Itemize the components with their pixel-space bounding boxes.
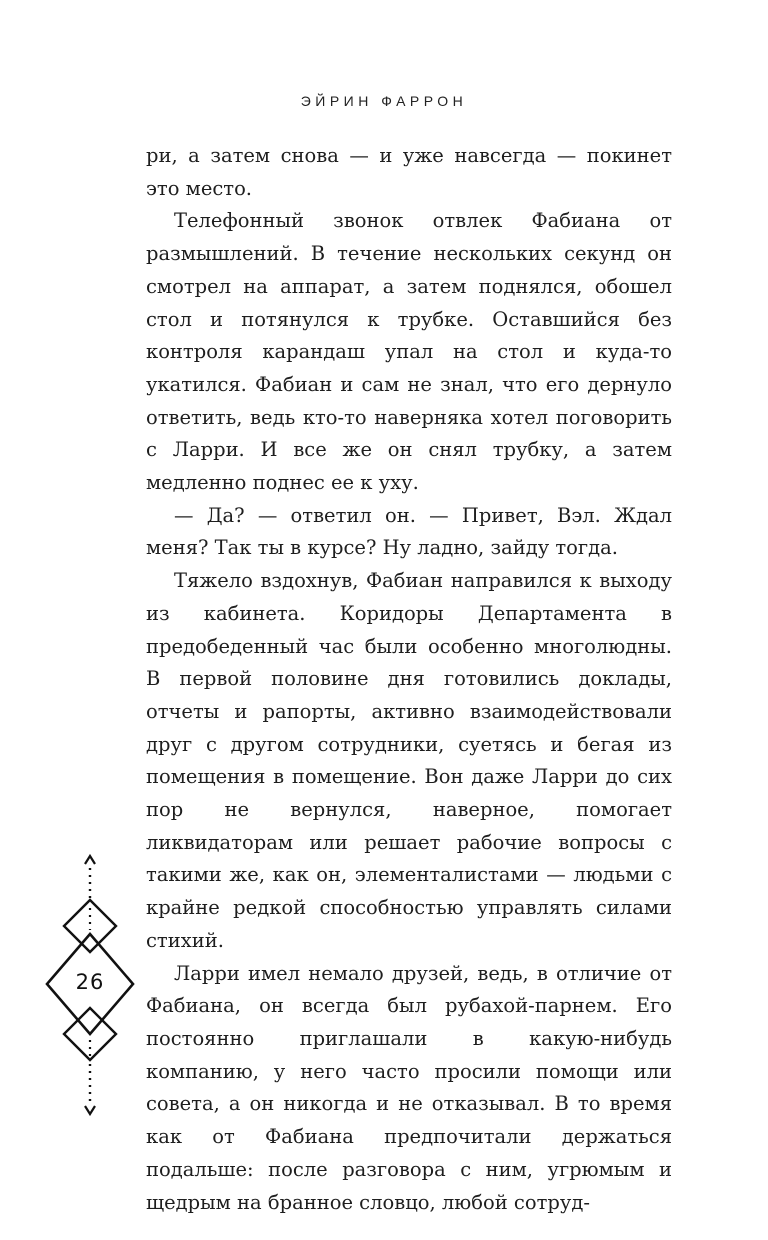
paragraph: Тяжело вздохнув, Фабиан направился к выходу из кабинета. Коридоры Департамента в предобеденный час были особенно многолюдны. В первой половине дня готовились доклады, отчеты и рапорты, активно взаимодействовали друг с другом сотрудники, суетясь и бегая из помещения в помещение. Вон даже Ларри до сих пор не вернулся, наверное, помогает ликвидаторам или решает рабочие вопросы с такими же, как он, элементалистами — людьми с крайне редкой способностью управлять силами стихий. [146,569,672,952]
paragraph: Ларри имел немало друзей, ведь, в отличие от Фабиана, он всегда был рубахой-парнем. Его постоянно приглашали в какую-нибудь компанию, у него часто просили помощи или совета, а он никогда и не отказывал. В то время как от Фабиана предпочитали держаться подальше: после разговора с ним, угрюмым и щедрым на бранное словцо, любой сотруд- [146,961,672,1214]
page-number: 26 [75,970,105,994]
body-text [146,140,672,1219]
arrow-down-icon [85,1106,95,1114]
arrow-up-icon [85,856,95,864]
paragraph-dialogue: — Да? — ответил он. — Привет, Вэл. Ждал меня? Так ты в курсе? Ну ладно, зайду тогда. [146,503,672,560]
paragraph-continuation: ри, а затем снова — и уже навсегда — покинет это место. [146,144,672,200]
diamond-upper [64,900,116,952]
paragraph: Телефонный звонок отвлек Фабиана от размышлений. В течение нескольких секунд он смотрел на аппарат, а затем поднялся, обошел стол и потянулся к трубке. Оставшийся без контроля карандаш упал на стол и куда-то укатился. Фабиан и сам не знал, что его дернуло ответить, ведь кто-то наверняка хотел поговорить с Ларри. И все же он снял трубку, а затем медленно поднес ее к уху. [146,209,672,495]
running-head-author: ЭЙРИН ФАРРОН [300,93,468,109]
